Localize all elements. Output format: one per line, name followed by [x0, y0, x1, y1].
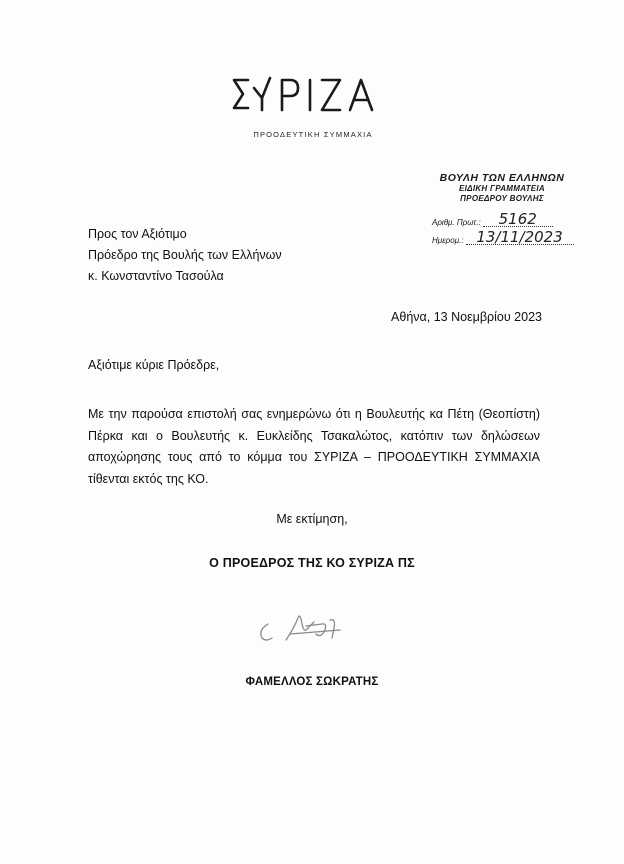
recipient-line-1: Προς τον Αξιότιμο — [88, 227, 187, 241]
stamp-date-label: Ημερομ.: — [432, 236, 464, 245]
protocol-number: 5162 — [483, 212, 553, 227]
signatory-name: ΦΑΜΕΛΛΟΣ ΣΩΚΡΑΤΗΣ — [245, 676, 379, 688]
stamp-line-president: ΠΡΟΕΔΡΟΥ ΒΟΥΛΗΣ — [460, 194, 544, 203]
letter-date: Αθήνα, 13 Νοεμβρίου 2023 — [391, 310, 542, 324]
recipient-line-3: κ. Κωνσταντίνο Τασούλα — [88, 269, 224, 283]
stamp-line-parliament: ΒΟΥΛΗ ΤΩΝ ΕΛΛΗΝΩΝ — [439, 172, 565, 184]
letter-body: Με την παρούσα επιστολή σας ενημερώνω ότι η Βουλευτής κα Πέτη (Θεοπίστη) Πέρκα και ο Βουλευτής κ. Ευκλείδης Τσακαλώτος, κατόπιν των δηλώσεων αποχώρησης τους από το κόμμα του ΣΥΡΙΖΑ – ΠΡΟΟΔΕΥΤΙΚΗ ΣΥΜΜΑΧΙΑ τίθενται εκτός της ΚΟ. — [88, 407, 540, 486]
signatory-title: Ο ΠΡΟΕΔΡΟΣ ΤΗΣ ΚΟ ΣΥΡΙΖΑ ΠΣ — [209, 556, 415, 570]
logo-subtitle: ΠΡΟΟΔΕΥΤΙΚΗ ΣΥΜΜΑΧΙΑ — [253, 130, 373, 139]
recipient-block — [88, 224, 282, 287]
stamp-date-value: 13/11/2023 — [466, 230, 574, 245]
closing: Με εκτίμηση, — [276, 512, 348, 526]
stamp-date-row — [432, 230, 574, 245]
salutation: Αξιότιμε κύριε Πρόεδρε, — [88, 358, 220, 372]
parliament-stamp — [424, 172, 580, 204]
recipient-line-2: Πρόεδρο της Βουλής των Ελλήνων — [88, 248, 282, 262]
signature — [250, 604, 360, 654]
protocol-label: Αριθμ. Πρωτ.: — [432, 218, 481, 227]
stamp-line-secretariat: ΕΙΔΙΚΗ ΓΡΑΜΜΑΤΕΙΑ — [458, 184, 546, 193]
syriza-logo — [228, 74, 398, 114]
stamp-protocol-row — [432, 212, 553, 227]
